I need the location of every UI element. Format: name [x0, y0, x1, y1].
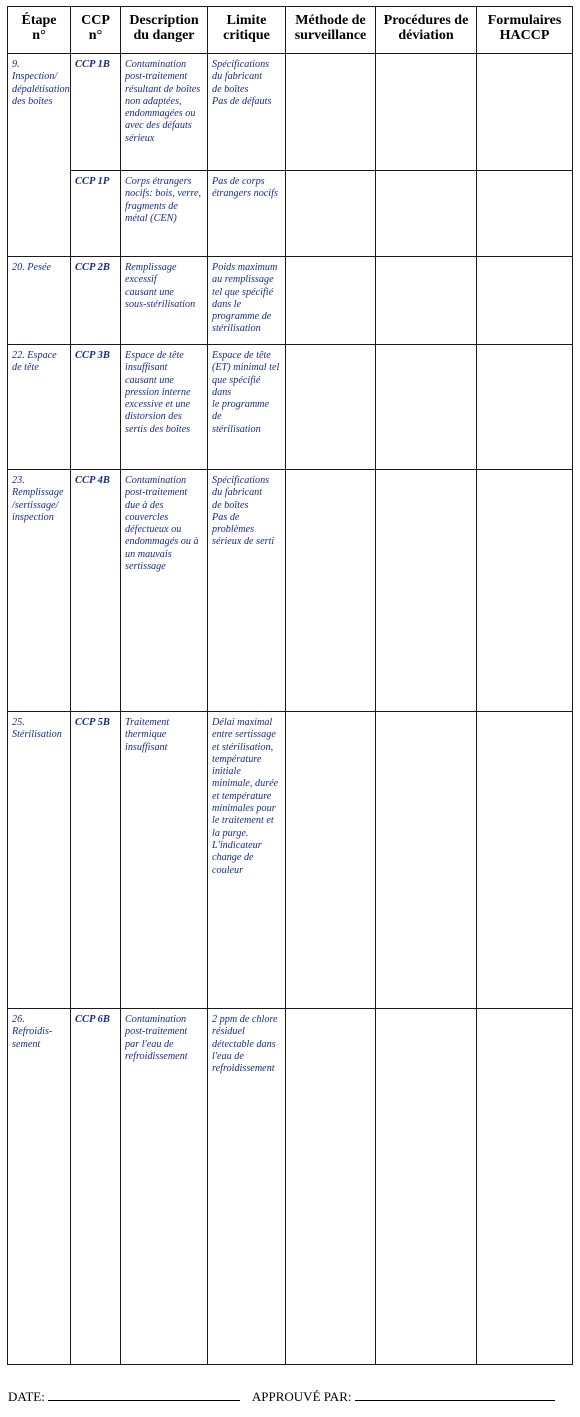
- header-haccp-forms: Formulaires HACCP: [477, 7, 573, 54]
- step-label: 25. Stérilisation: [12, 717, 62, 741]
- monitoring-cell: [286, 470, 376, 712]
- table-row: [8, 470, 573, 712]
- step-cell: [8, 257, 71, 345]
- ccp-code: CCP 1B: [75, 59, 110, 70]
- ccp-code: CCP 2B: [75, 262, 110, 273]
- hazard-text: Remplissage excessif causant une sous-stérilisation: [125, 262, 196, 310]
- hazard-cell: [121, 712, 208, 1009]
- hazard-text: Corps étrangers nocifs: bois, verre, fragments de métal (CEN): [125, 176, 202, 224]
- step-cell: [8, 1009, 71, 1365]
- monitoring-cell: [286, 171, 376, 257]
- table-row: [8, 257, 573, 345]
- step-cell: [8, 54, 71, 257]
- header-monitoring-method: Méthode de surveillance: [286, 7, 376, 54]
- deviation-cell: [376, 171, 477, 257]
- forms-cell: [477, 54, 573, 171]
- date-signature-line[interactable]: [48, 1390, 240, 1401]
- deviation-cell: [376, 257, 477, 345]
- deviation-cell: [376, 345, 477, 470]
- deviation-cell: [376, 470, 477, 712]
- step-label: 26. Refroidis- sement: [12, 1014, 53, 1050]
- ccp-code: CCP 3B: [75, 350, 110, 361]
- monitoring-cell: [286, 257, 376, 345]
- ccp-cell: [71, 54, 121, 171]
- hazard-text: Espace de tête insuffisant causant une pression interne excessive et une distorsion des sertis des boîtes: [125, 350, 191, 435]
- limit-text: 2 ppm de chlore résiduel détectable dans l'eau de refroidissement: [212, 1014, 278, 1075]
- haccp-plan-sheet: [7, 6, 572, 1365]
- deviation-cell: [376, 712, 477, 1009]
- ccp-cell: [71, 345, 121, 470]
- ccp-cell: [71, 470, 121, 712]
- limit-text: Spécifications du fabricant de boîtes Pas de problèmes sérieux de serti: [212, 475, 275, 548]
- hazard-cell: [121, 54, 208, 171]
- header-ccp-no: CCP n°: [71, 7, 121, 54]
- table-row: [8, 171, 573, 257]
- limit-text: Pas de corps étrangers nocifs: [212, 176, 278, 200]
- step-label: 22. Espace de tête: [12, 350, 57, 374]
- forms-cell: [477, 171, 573, 257]
- date-label: DATE:: [8, 1389, 45, 1404]
- header-deviation-procedures: Procédures de déviation: [376, 7, 477, 54]
- ccp-cell: [71, 171, 121, 257]
- deviation-cell: [376, 54, 477, 171]
- limit-cell: [208, 171, 286, 257]
- monitoring-cell: [286, 1009, 376, 1365]
- forms-cell: [477, 345, 573, 470]
- monitoring-cell: [286, 712, 376, 1009]
- ccp-code: CCP 4B: [75, 475, 110, 486]
- deviation-cell: [376, 1009, 477, 1365]
- ccp-code: CCP 5B: [75, 717, 110, 728]
- ccp-code: CCP 6B: [75, 1014, 110, 1025]
- header-hazard-description: Description du danger: [121, 7, 208, 54]
- forms-cell: [477, 712, 573, 1009]
- header-critical-limit: Limite critique: [208, 7, 286, 54]
- table-row: [8, 1009, 573, 1365]
- hazard-cell: [121, 1009, 208, 1365]
- monitoring-cell: [286, 345, 376, 470]
- limit-text: Poids maximum au remplissage tel que spécifié dans le programme de stérilisation: [212, 262, 278, 335]
- ccp-cell: [71, 1009, 121, 1365]
- step-cell: [8, 345, 71, 470]
- limit-text: Espace de tête (ET) minimal tel que spécifié dans le programme de stérilisation: [212, 350, 280, 435]
- step-label: 23. Remplissage /sertissage/ inspection: [12, 475, 64, 523]
- limit-cell: [208, 470, 286, 712]
- table-header-row: [8, 7, 573, 54]
- table-row: [8, 712, 573, 1009]
- step-cell: [8, 470, 71, 712]
- step-label: 9. Inspection/ dépalétisation des boîtes: [12, 59, 70, 107]
- approved-by-label: APPROUVÉ PAR:: [251, 1389, 352, 1404]
- limit-cell: [208, 345, 286, 470]
- hazard-cell: [121, 470, 208, 712]
- forms-cell: [477, 470, 573, 712]
- hazard-cell: [121, 171, 208, 257]
- ccp-code: CCP 1P: [75, 176, 110, 187]
- hazard-cell: [121, 257, 208, 345]
- ccp-cell: [71, 257, 121, 345]
- hazard-text: Contamination post-traitement par l'eau de refroidissement: [125, 1014, 188, 1062]
- hazard-text: Contamination post-traitement résultant de boîtes non adaptées, endommagées ou avec des défauts sérieux: [125, 59, 201, 144]
- limit-text: Spécifications du fabricant de boîtes Pas de défauts: [212, 59, 272, 107]
- step-cell: [8, 712, 71, 1009]
- header-step-no: Étape n°: [8, 7, 71, 54]
- hazard-text: Contamination post-traitement due à des couvercles défectueux ou endommagés ou à un mauvais sertissage: [125, 475, 199, 573]
- hazard-text: Traitement thermique insuffisant: [125, 717, 170, 753]
- monitoring-cell: [286, 54, 376, 171]
- haccp-plan-table: [7, 6, 573, 1365]
- ccp-cell: [71, 712, 121, 1009]
- step-label: 20. Pesée: [12, 262, 52, 273]
- forms-cell: [477, 1009, 573, 1365]
- signature-footer: [8, 1389, 573, 1405]
- limit-cell: [208, 54, 286, 171]
- approved-by-signature-line[interactable]: [355, 1390, 555, 1401]
- limit-cell: [208, 1009, 286, 1365]
- forms-cell: [477, 257, 573, 345]
- table-row: [8, 54, 573, 171]
- limit-cell: [208, 712, 286, 1009]
- hazard-cell: [121, 345, 208, 470]
- limit-cell: [208, 257, 286, 345]
- table-row: [8, 345, 573, 470]
- limit-text: Délai maximal entre sertissage et stérilisation, température initiale minimale, durée et température minimales pour le traitement et la purge. L'indicateur change de couleur: [212, 717, 279, 876]
